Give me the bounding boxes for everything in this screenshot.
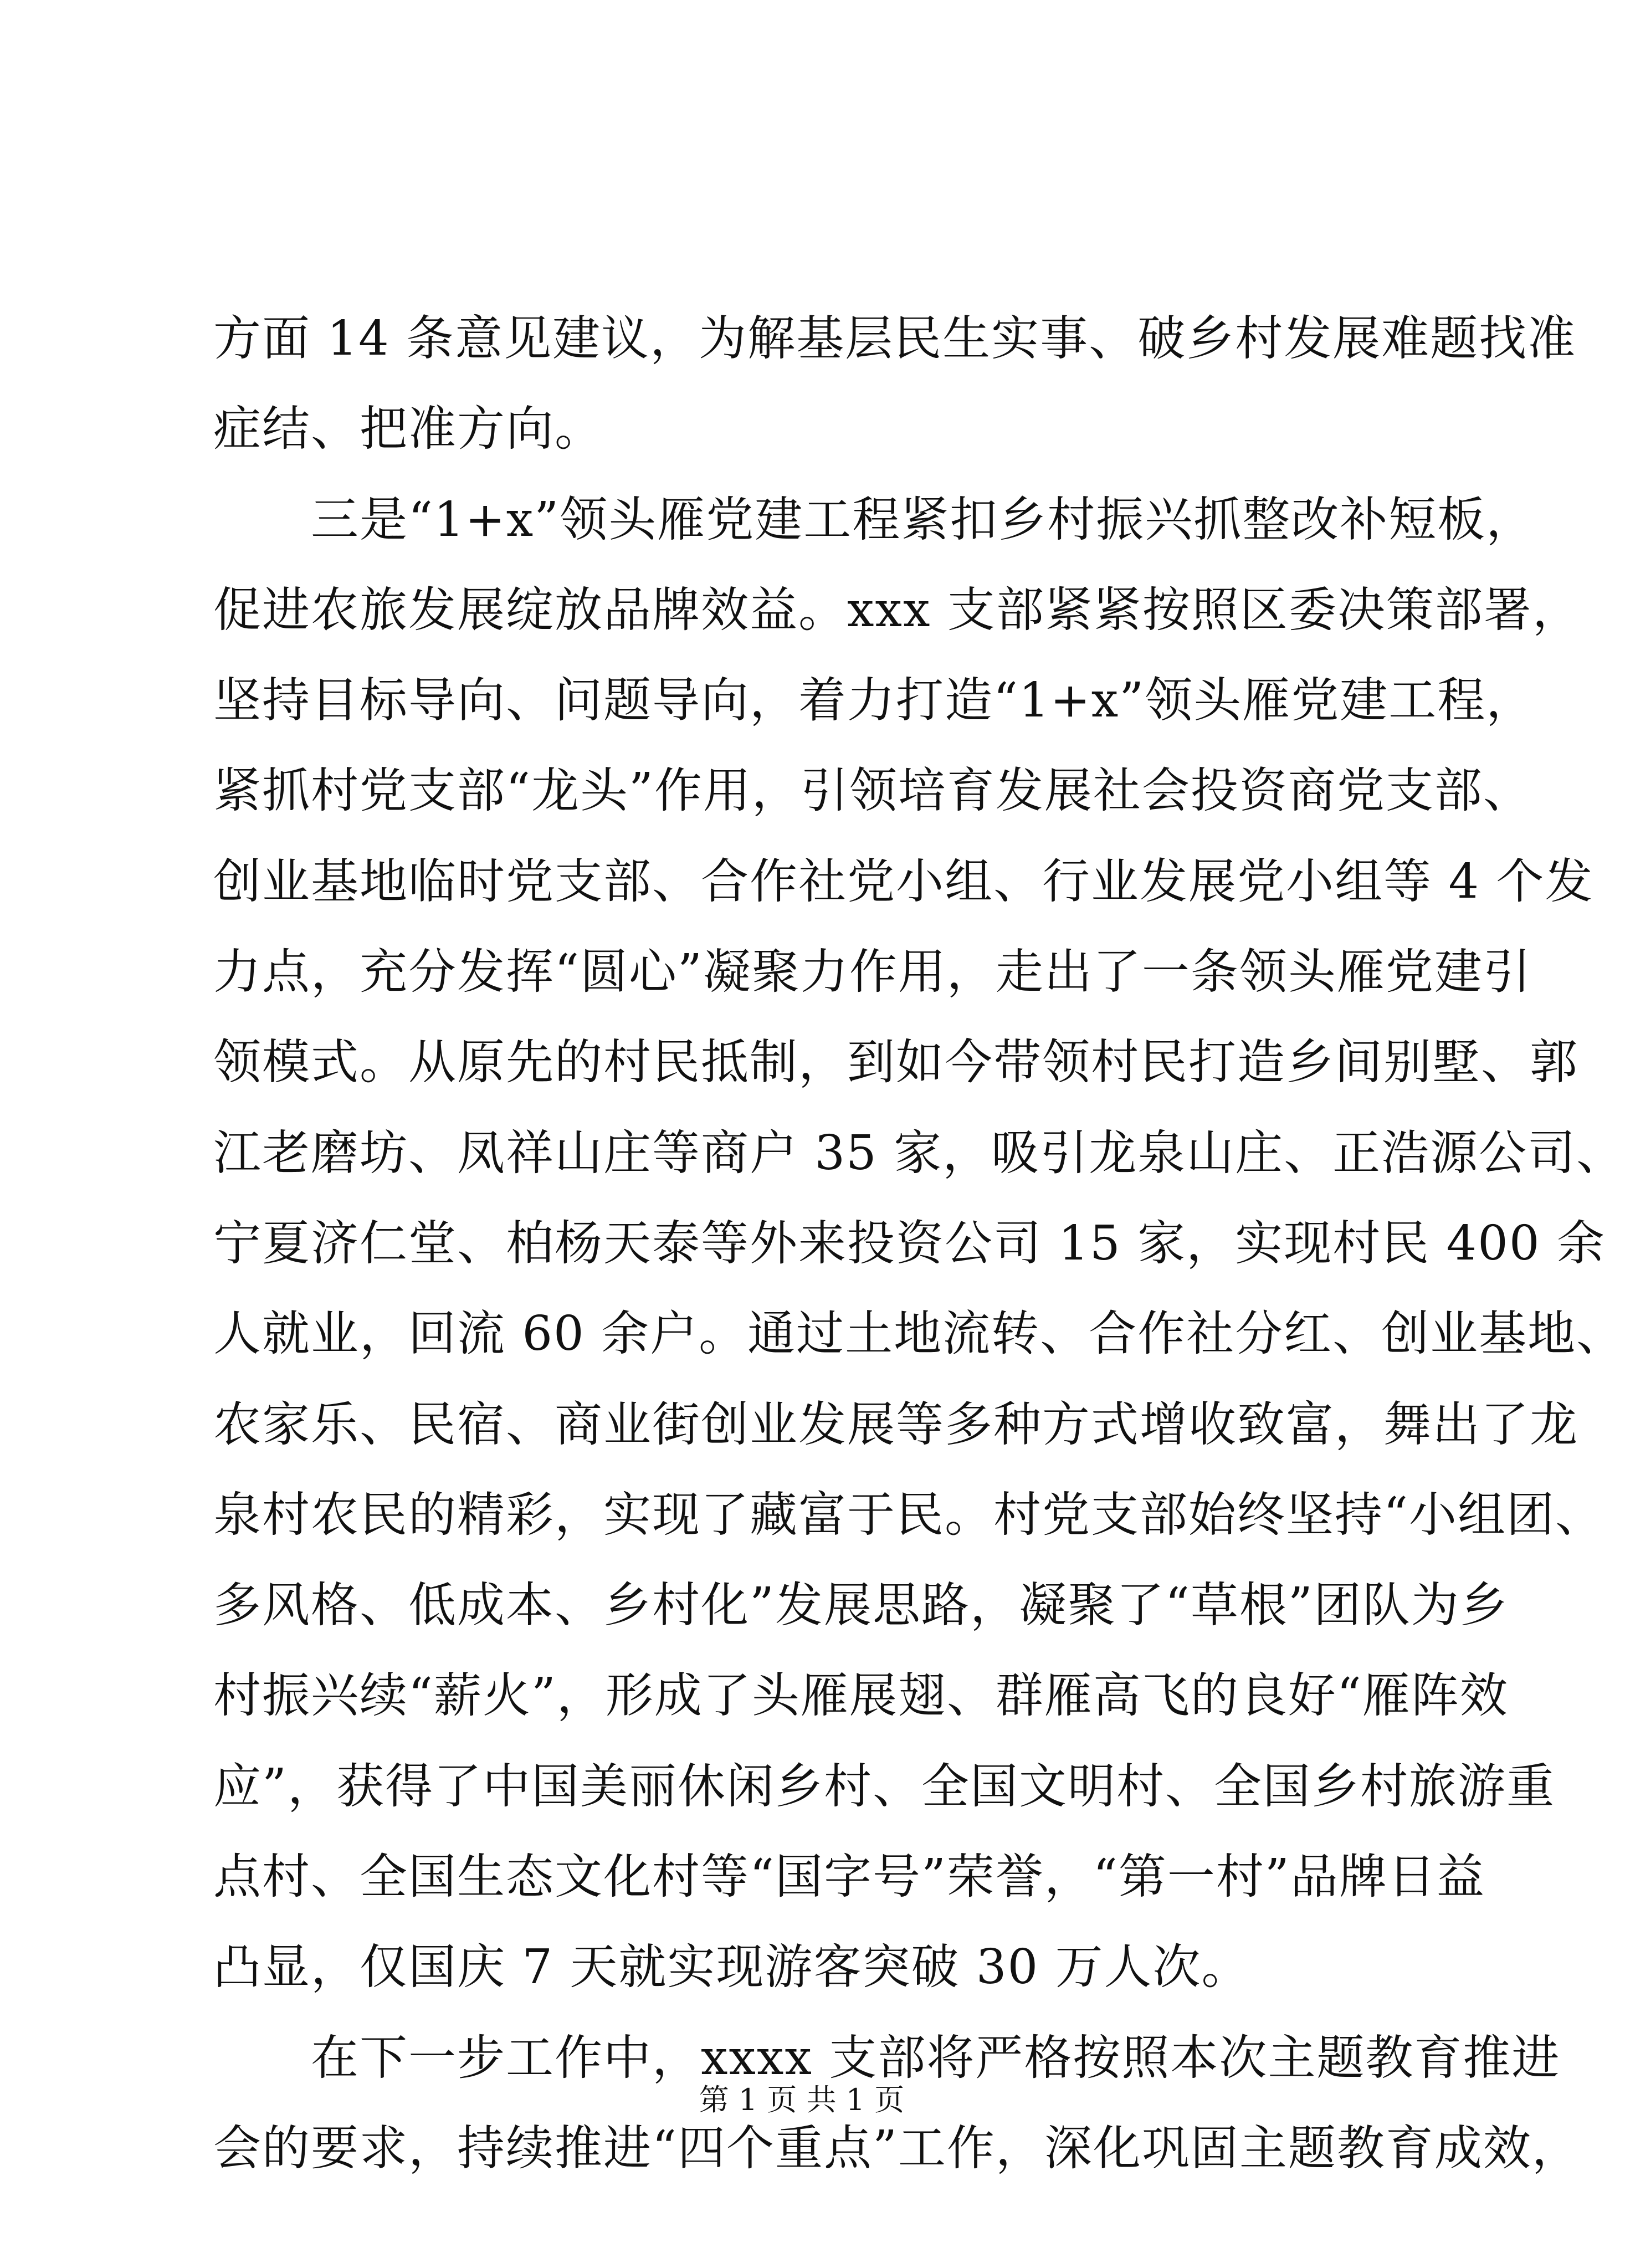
text-line-19: 凸显，仅国庆 7 天就实现游客突破 30 万人次。	[213, 1939, 1250, 1995]
text-line-1: 方面 14 条意见建议，为解基层民生实事、破乡村发展难题找准	[213, 311, 1577, 366]
text-line-20: 在下一步工作中，xxxx 支部将严格按照本次主题教育推进	[213, 2030, 1561, 2086]
text-line-3: 三是“1+x”领头雁党建工程紧扣乡村振兴抓整改补短板，	[213, 492, 1535, 547]
text-line-7: 创业基地临时党支部、合作社党小组、行业发展党小组等 4 个发	[213, 853, 1594, 909]
text-line-11: 宁夏济仁堂、柏杨天泰等外来投资公司 15 家，实现村民 400 余	[213, 1215, 1606, 1271]
text-line-14: 泉村农民的精彩，实现了藏富于民。村党支部始终坚持“小组团、	[213, 1487, 1604, 1543]
text-line-9: 领模式。从原先的村民抵制，到如今带领村民打造乡间别墅、郭	[213, 1035, 1578, 1091]
text-line-18: 点村、全国生态文化村等“国字号”荣誉，“第一村”品牌日益	[213, 1849, 1485, 1905]
text-line-4: 促进农旅发展绽放品牌效益。xxx 支部紧紧按照区委决策部署，	[213, 582, 1581, 638]
text-line-10: 江老磨坊、凤祥山庄等商户 35 家，吸引龙泉山庄、正浩源公司、	[213, 1125, 1625, 1181]
text-line-12: 人就业，回流 60 余户。通过土地流转、合作社分红、创业基地、	[213, 1306, 1625, 1362]
text-line-5: 坚持目标导向、问题导向，着力打造“1+x”领头雁党建工程，	[213, 673, 1535, 729]
page-number-footer: 第 1 页 共 1 页	[699, 2082, 905, 2117]
text-line-16: 村振兴续“薪火”，形成了头雁展翅、群雁高飞的良好“雁阵效	[213, 1668, 1509, 1724]
text-line-15: 多风格、低成本、乡村化”发展思路，凝聚了“草根”团队为乡	[213, 1578, 1509, 1634]
text-line-8: 力点，充分发挥“圆心”凝聚力作用，走出了一条领头雁党建引	[213, 944, 1532, 1000]
document-body	[213, 294, 1625, 2194]
text-line-2: 症结、把准方向。	[213, 401, 603, 457]
text-line-6: 紧抓村党支部“龙头”作用，引领培育发展社会投资商党支部、	[213, 763, 1532, 819]
text-line-21: 会的要求，持续推进“四个重点”工作，深化巩固主题教育成效，	[213, 2120, 1581, 2176]
text-line-17: 应”，获得了中国美丽休闲乡村、全国文明村、全国乡村旅游重	[213, 1758, 1555, 1814]
text-line-13: 农家乐、民宿、商业街创业发展等多种方式增收致富，舞出了龙	[213, 1396, 1578, 1452]
